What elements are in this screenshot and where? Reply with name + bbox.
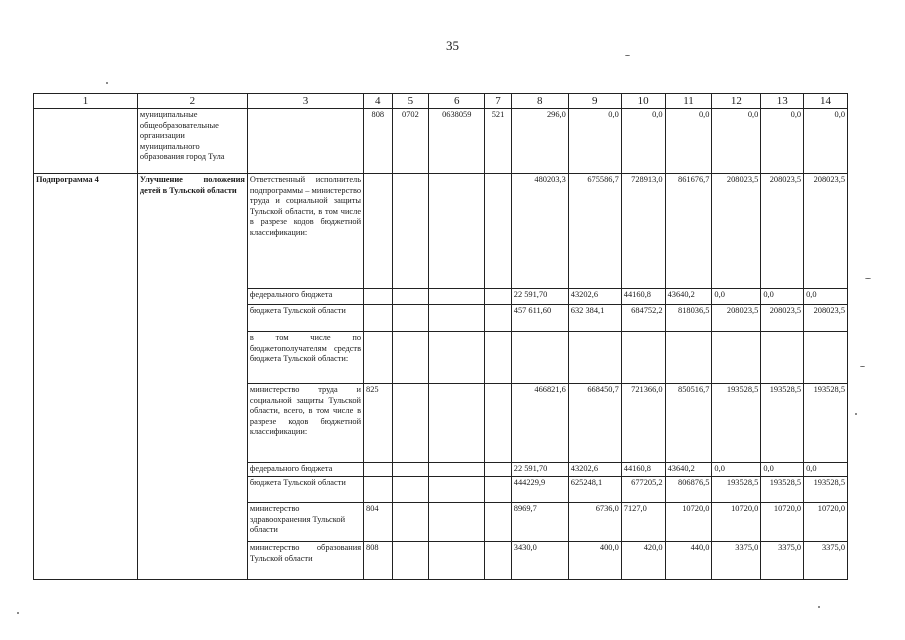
- table-cell: [429, 463, 485, 477]
- value-cell: 0,0: [761, 289, 804, 305]
- value-cell: [761, 332, 804, 384]
- value-cell: 684752,2: [621, 305, 665, 332]
- value-cell: 625248,1: [568, 477, 621, 503]
- row-label: бюджета Тульской области: [247, 305, 363, 332]
- table-cell: [392, 542, 429, 580]
- table-cell: [485, 542, 511, 580]
- value-cell: [621, 332, 665, 384]
- table-cell: [485, 503, 511, 542]
- value-cell: 43640,2: [665, 289, 712, 305]
- table-cell: [392, 503, 429, 542]
- value-cell: 43202,6: [568, 289, 621, 305]
- value-cell: 3375,0: [712, 542, 761, 580]
- value-cell: 0,0: [712, 289, 761, 305]
- value-cell: 0,0: [621, 109, 665, 174]
- table-cell: [392, 463, 429, 477]
- code-cell: [364, 477, 393, 503]
- value-cell: 0,0: [761, 463, 804, 477]
- scan-speck: [860, 366, 865, 367]
- value-cell: [804, 332, 848, 384]
- column-header: 9: [568, 94, 621, 109]
- value-cell: 806876,5: [665, 477, 712, 503]
- table-row: [34, 174, 848, 289]
- table-cell: [485, 477, 511, 503]
- table-cell: [429, 477, 485, 503]
- column-header: 3: [247, 94, 363, 109]
- column-header: 8: [511, 94, 568, 109]
- value-cell: 43202,6: [568, 463, 621, 477]
- value-cell: 44160,8: [621, 463, 665, 477]
- value-cell: 677205,2: [621, 477, 665, 503]
- table-cell: [429, 174, 485, 289]
- budget-table: [33, 93, 848, 580]
- table-cell: [247, 109, 363, 174]
- column-header: 5: [392, 94, 429, 109]
- value-cell: 3375,0: [804, 542, 848, 580]
- row-label: министерство образования Тульской области: [247, 542, 363, 580]
- row-label: федерального бюджета: [247, 463, 363, 477]
- value-cell: 8969,7: [511, 503, 568, 542]
- value-cell: 632 384,1: [568, 305, 621, 332]
- subprogram-title: Улучшение положения детей в Тульской области: [137, 174, 247, 580]
- table-cell: [392, 305, 429, 332]
- table-cell: [392, 289, 429, 305]
- value-cell: 193528,5: [712, 384, 761, 463]
- value-cell: 10720,0: [804, 503, 848, 542]
- row-label: Ответственный исполнитель подпрограммы – министерство труда и социальной защиты Тульской области, в том числе в разрезе кодов бюджетной классификации:: [247, 174, 363, 289]
- scan-speck: [17, 612, 19, 614]
- value-cell: 480203,3: [511, 174, 568, 289]
- value-cell: 400,0: [568, 542, 621, 580]
- table-cell: [429, 305, 485, 332]
- table-cell: [485, 463, 511, 477]
- row-label: бюджета Тульской области: [247, 477, 363, 503]
- code-cell: 808: [364, 109, 393, 174]
- column-header: 10: [621, 94, 665, 109]
- value-cell: 0,0: [804, 289, 848, 305]
- value-cell: 440,0: [665, 542, 712, 580]
- value-cell: 721366,0: [621, 384, 665, 463]
- value-cell: 208023,5: [712, 305, 761, 332]
- value-cell: 10720,0: [761, 503, 804, 542]
- value-cell: 10720,0: [712, 503, 761, 542]
- scan-speck: [818, 606, 820, 608]
- value-cell: 208023,5: [761, 174, 804, 289]
- subprogram-label: Подпрограмма 4: [34, 174, 138, 580]
- scan-speck: [865, 278, 871, 279]
- code-cell: 0702: [392, 109, 429, 174]
- page-number: 35: [446, 38, 459, 53]
- column-header: 1: [34, 94, 138, 109]
- value-cell: 0,0: [761, 109, 804, 174]
- value-cell: 10720,0: [665, 503, 712, 542]
- value-cell: 193528,5: [804, 477, 848, 503]
- value-cell: 850516,7: [665, 384, 712, 463]
- value-cell: [712, 332, 761, 384]
- column-header: 11: [665, 94, 712, 109]
- value-cell: 728913,0: [621, 174, 665, 289]
- column-header: 14: [804, 94, 848, 109]
- value-cell: 420,0: [621, 542, 665, 580]
- value-cell: 861676,7: [665, 174, 712, 289]
- column-header: 4: [364, 94, 393, 109]
- row-label: министерство здравоохранения Тульской области: [247, 503, 363, 542]
- value-cell: 193528,5: [712, 477, 761, 503]
- row-label: в том числе по бюджетополучателям средств бюджета Тульской области:: [247, 332, 363, 384]
- value-cell: 208023,5: [712, 174, 761, 289]
- value-cell: 0,0: [712, 109, 761, 174]
- code-cell: [364, 332, 393, 384]
- value-cell: 44160,8: [621, 289, 665, 305]
- table-cell: [429, 542, 485, 580]
- code-cell: [364, 289, 393, 305]
- column-header: 7: [485, 94, 511, 109]
- table-cell: [392, 174, 429, 289]
- table-cell: [429, 332, 485, 384]
- code-cell: 808: [364, 542, 393, 580]
- value-cell: 3430,0: [511, 542, 568, 580]
- value-cell: 675586,7: [568, 174, 621, 289]
- value-cell: 208023,5: [804, 305, 848, 332]
- value-cell: [665, 332, 712, 384]
- value-cell: 22 591,70: [511, 289, 568, 305]
- recipient-name-cell: муниципальные общеобразовательные организации муниципального образования город Тула: [137, 109, 247, 174]
- scan-speck: [106, 82, 108, 84]
- value-cell: 296,0: [511, 109, 568, 174]
- value-cell: 193528,5: [804, 384, 848, 463]
- scan-speck: [855, 413, 857, 415]
- table-cell: [392, 384, 429, 463]
- code-cell: 804: [364, 503, 393, 542]
- value-cell: 193528,5: [761, 384, 804, 463]
- value-cell: 466821,6: [511, 384, 568, 463]
- header-row: [34, 94, 848, 109]
- value-cell: 668450,7: [568, 384, 621, 463]
- value-cell: 0,0: [712, 463, 761, 477]
- value-cell: 818036,5: [665, 305, 712, 332]
- column-header: 13: [761, 94, 804, 109]
- value-cell: 444229,9: [511, 477, 568, 503]
- value-cell: 208023,5: [804, 174, 848, 289]
- code-cell: 521: [485, 109, 511, 174]
- value-cell: 0,0: [568, 109, 621, 174]
- value-cell: 7127,0: [621, 503, 665, 542]
- table-cell: [485, 174, 511, 289]
- value-cell: [511, 332, 568, 384]
- code-cell: [364, 305, 393, 332]
- table-cell: [392, 332, 429, 384]
- table-cell: [429, 503, 485, 542]
- value-cell: 0,0: [665, 109, 712, 174]
- table-cell: [485, 332, 511, 384]
- table-cell: [485, 384, 511, 463]
- value-cell: 3375,0: [761, 542, 804, 580]
- code-cell: 825: [364, 384, 393, 463]
- row-label: министерство труда и социальной защиты Тульской области, всего, в том числе в разрезе кодов бюджетной классификации:: [247, 384, 363, 463]
- value-cell: 0,0: [804, 463, 848, 477]
- value-cell: 22 591,70: [511, 463, 568, 477]
- table-cell: [485, 289, 511, 305]
- table-cell: [429, 289, 485, 305]
- value-cell: [568, 332, 621, 384]
- table-cell: [485, 305, 511, 332]
- code-cell: [364, 174, 393, 289]
- table-cell: [34, 109, 138, 174]
- column-header: 12: [712, 94, 761, 109]
- value-cell: 193528,5: [761, 477, 804, 503]
- scan-speck: [625, 55, 630, 56]
- column-header: 6: [429, 94, 485, 109]
- code-cell: [364, 463, 393, 477]
- table-row: [34, 109, 848, 174]
- value-cell: 208023,5: [761, 305, 804, 332]
- table-cell: [429, 384, 485, 463]
- table-cell: [392, 477, 429, 503]
- value-cell: 0,0: [804, 109, 848, 174]
- row-label: федерального бюджета: [247, 289, 363, 305]
- code-cell: 0638059: [429, 109, 485, 174]
- value-cell: 43640,2: [665, 463, 712, 477]
- column-header: 2: [137, 94, 247, 109]
- value-cell: 6736,0: [568, 503, 621, 542]
- value-cell: 457 611,60: [511, 305, 568, 332]
